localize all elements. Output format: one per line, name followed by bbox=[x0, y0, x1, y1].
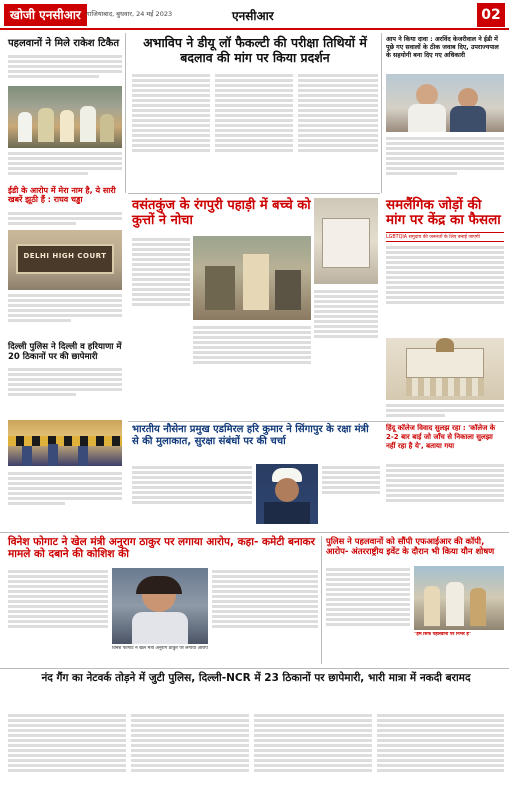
aap-headline: आप ने किया दावा : अरविंद केजरीवाल ने ईडी में पूछे गए सवालों के ठीक जवाब दिए, उपराज्यपाल के सहयोगी बना दिए गए अधिकारी bbox=[386, 36, 499, 60]
section-rule bbox=[0, 532, 509, 533]
vasant-body-3 bbox=[314, 288, 378, 418]
ed-body bbox=[8, 210, 122, 228]
column-rule bbox=[381, 33, 382, 193]
navy-body-2 bbox=[322, 464, 380, 530]
hindu-college-body bbox=[386, 462, 504, 530]
column-rule bbox=[321, 536, 322, 664]
vinesh-photo bbox=[112, 568, 208, 644]
bottom-headline: नंद गैंग का नेटवर्क तोड़ने में जुटी पुलिस, दिल्ली-NCR में 23 ठिकानों पर छापेमारी, भारी मात्रा में नकदी बरामद bbox=[41, 672, 471, 684]
kejriwal-photo bbox=[386, 74, 504, 132]
abvp-body-1 bbox=[132, 72, 210, 190]
vasant-photo-main bbox=[193, 236, 311, 320]
police-raid-headline: दिल्ली पुलिस ने दिल्ली व हरियाणा में 20 ठिकानों पर की छापेमारी bbox=[8, 342, 122, 363]
vinesh-body-2 bbox=[212, 568, 318, 664]
vinesh-body-1 bbox=[8, 568, 108, 664]
wrestlers-body-2 bbox=[8, 150, 122, 184]
samlaingik-headline: समलैंगिक जोड़ों की मांग पर केंद्र का फैसला bbox=[386, 197, 501, 229]
vasant-photo-top bbox=[314, 198, 378, 284]
wrestlers-protest-photo bbox=[414, 566, 504, 630]
aap-body bbox=[386, 135, 504, 191]
column-rule bbox=[125, 33, 126, 193]
issue-date: गाजियाबाद, बुधवार, 24 मई 2023 bbox=[86, 10, 173, 18]
samlaingik-tag: LGBTQIA समुदाय की जरूरतों के लिए बनाई जाएगी bbox=[386, 232, 504, 242]
court-photo bbox=[8, 230, 122, 290]
navy-body-1 bbox=[132, 464, 252, 530]
page-number: 02 bbox=[477, 3, 505, 27]
vinesh-headline: विनेश फोगाट ने खेल मंत्री अनुराग ठाकुर पर लगाया आरोप, कहा- कमेटी बनाकर मामले को दबाने की कोशिश की bbox=[8, 536, 315, 561]
hindu-college-headline: हिंदू कॉलेज विवाद सुलझ रहा : 'कॉलेज के 2-2 बार बाई जो जाँच से निकाला सुलझा नहीं रहा है ये', बताया गया bbox=[386, 424, 496, 450]
wrestlers-photo bbox=[8, 86, 122, 148]
police-raid-body bbox=[8, 366, 122, 416]
samlaingik-body bbox=[386, 244, 504, 336]
bottom-body-1 bbox=[8, 712, 126, 796]
admiral-photo bbox=[256, 464, 318, 524]
samlaingik-body-2 bbox=[386, 402, 504, 420]
section-rule bbox=[128, 193, 380, 194]
supreme-court-photo bbox=[386, 338, 504, 400]
brand-logo: खोजी एनसीआर bbox=[4, 4, 87, 26]
bottom-body-4 bbox=[377, 712, 504, 796]
vinesh-photo-caption: विनेश फोगाट ने खेल मंत्री अनुराग ठाकुर पर लगाया आरोप bbox=[112, 646, 208, 651]
abvp-body-3 bbox=[298, 72, 378, 190]
wrestlers-protest-caption: "हम सिर्फ पहलवानों पर निर्भर हैं" bbox=[414, 632, 472, 637]
ed-headline: ईडी के आरोप में मेरा नाम है, ये सारी खबरें झूठी हैं : राघव चड्ढा bbox=[8, 186, 116, 205]
vasant-kunj-headline: वसंतकुंज के रंगपुरी पहाड़ी में बच्चे को कुत्तों ने नोचा bbox=[132, 198, 311, 229]
vasant-body-2 bbox=[193, 324, 311, 418]
navy-headline: भारतीय नौसेना प्रमुख एडमिरल हरि कुमार ने सिंगापुर के रक्षा मंत्री से की मुलाकात, सुरक्षा संबंधों पर की चर्चा bbox=[132, 424, 369, 447]
bottom-body-2 bbox=[131, 712, 249, 796]
vasant-body-1 bbox=[132, 236, 190, 418]
court-signboard: DELHI HIGH COURT bbox=[23, 252, 107, 260]
wrestlers-headline: पहलवानों ने मिले राकेश टिकैत bbox=[8, 38, 120, 49]
bottom-body-3 bbox=[254, 712, 372, 796]
section-rule bbox=[128, 421, 504, 422]
section-title: एनसीआर bbox=[232, 9, 274, 23]
masthead bbox=[0, 0, 509, 30]
abvp-headline: अभाविप ने डीयू लॉ फैकल्टी की परीक्षा तिथियों में बदलाव की मांग पर किया प्रदर्शन bbox=[143, 35, 367, 65]
section-rule bbox=[0, 668, 509, 669]
abvp-body-2 bbox=[215, 72, 293, 190]
police-fir-headline: पुलिस ने पहलवानों को सौंपी एफआईआर की कॉपी, आरोप- अंतरराष्ट्रीय इवेंट के दौरान भी किया यौन शोषण bbox=[326, 536, 495, 557]
police-photo bbox=[8, 420, 122, 466]
court-body bbox=[8, 292, 122, 336]
police-body-2 bbox=[8, 470, 122, 528]
wrestlers-body bbox=[8, 53, 122, 85]
police-fir-body-1 bbox=[326, 566, 410, 664]
